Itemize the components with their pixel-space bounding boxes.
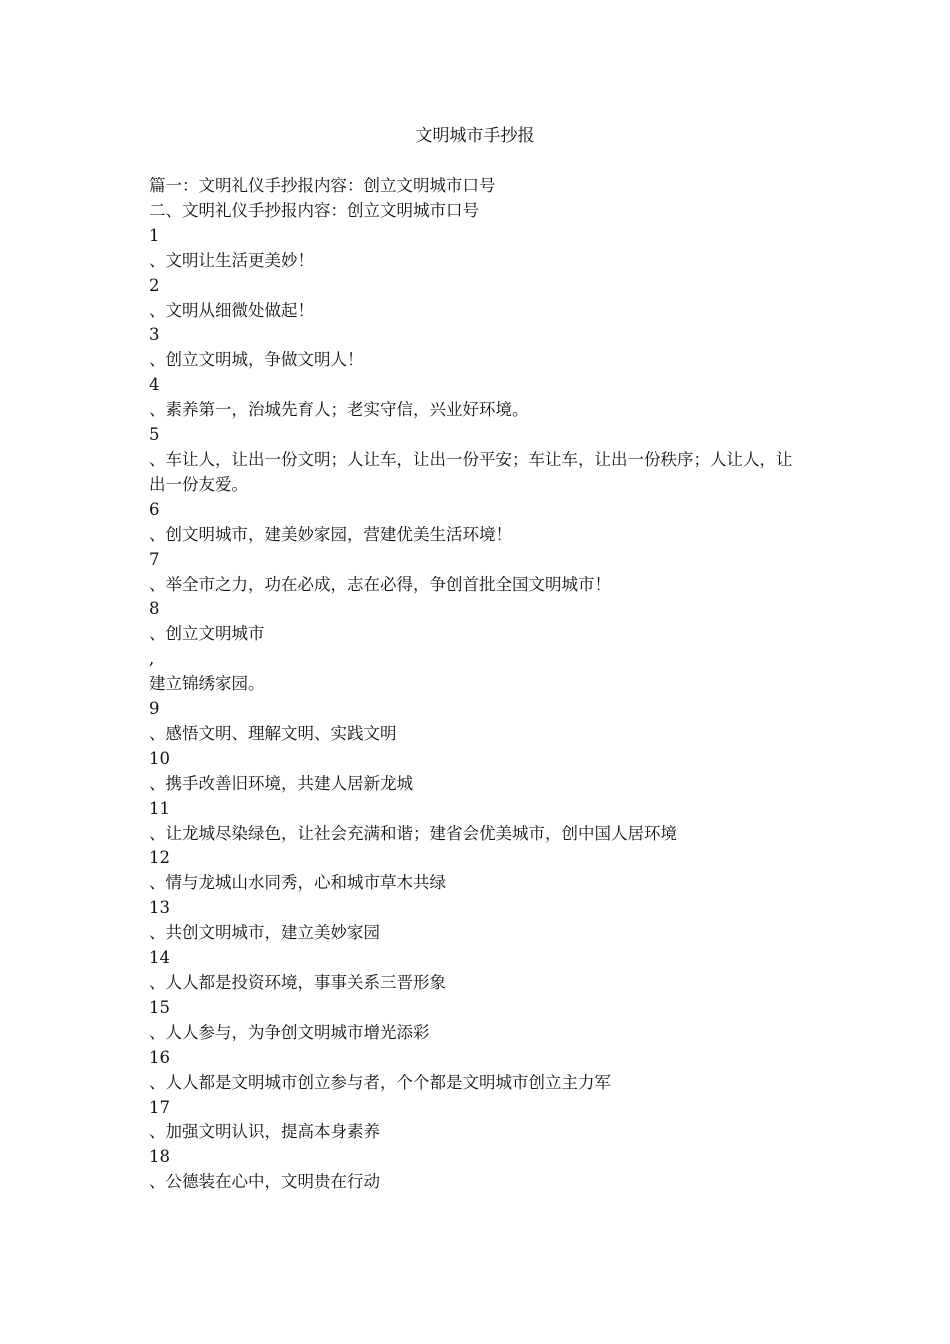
- text-line: 14: [149, 948, 170, 968]
- text-line: 12: [149, 848, 170, 868]
- text-line: 、创文明城市，建美妙家园，营建优美生活环境！: [149, 524, 512, 544]
- text-line: 1: [149, 225, 160, 245]
- text-line: 、人人都是文明城市创立参与者，个个都是文明城市创立主力军: [149, 1072, 611, 1092]
- document-body: [149, 174, 809, 1195]
- text-line: 8: [149, 599, 160, 619]
- text-line: 、创立文明城市: [149, 624, 265, 644]
- text-line: 18: [149, 1147, 170, 1167]
- text-line: 、人人参与，为争创文明城市增光添彩: [149, 1022, 430, 1042]
- text-line: 7: [149, 549, 160, 569]
- text-line: 6: [149, 499, 160, 519]
- text-line: 、让龙城尽染绿色，让社会充满和谐；建省会优美城市，创中国人居环境: [149, 823, 677, 843]
- text-line: 、感悟文明、理解文明、实践文明: [149, 723, 397, 743]
- text-line: 出一份友爱。: [149, 474, 248, 494]
- text-line: 3: [149, 325, 160, 345]
- text-line: 、携手改善旧环境，共建人居新龙城: [149, 773, 413, 793]
- text-line: 、公德装在心中，文明贵在行动: [149, 1172, 380, 1192]
- text-line: 17: [149, 1097, 170, 1117]
- text-line: 、共创文明城市，建立美妙家园: [149, 923, 380, 943]
- text-line: 、车让人，让出一份文明；人让车，让出一份平安；车让车，让出一份秩序；人让人，让: [149, 449, 793, 469]
- text-line: 9: [149, 699, 160, 719]
- text-line: 10: [149, 748, 170, 768]
- text-line: 、举全市之力，功在必成，志在必得，争创首批全国文明城市！: [149, 574, 611, 594]
- text-line: 11: [149, 798, 170, 818]
- text-line: 13: [149, 898, 170, 918]
- text-line: 16: [149, 1047, 170, 1067]
- text-line: ,: [149, 649, 155, 669]
- text-line: 、素养第一，治城先育人；老实守信，兴业好环境。: [149, 400, 529, 420]
- text-line: 建立锦绣家园。: [149, 674, 265, 694]
- text-line: 、加强文明认识，提高本身素养: [149, 1122, 380, 1142]
- text-line: 、情与龙城山水同秀，心和城市草木共绿: [149, 873, 446, 893]
- text-line: 、创立文明城，争做文明人！: [149, 350, 364, 370]
- text-line: 二、文明礼仪手抄报内容：创立文明城市口号: [149, 200, 479, 220]
- page-title: 文明城市手抄报: [415, 126, 535, 146]
- text-line: 2: [149, 275, 160, 295]
- text-line: 、文明让生活更美妙！: [149, 250, 314, 270]
- text-line: 篇一：文明礼仪手抄报内容：创立文明城市口号: [149, 176, 496, 195]
- text-line: 5: [149, 425, 160, 445]
- text-line: 4: [149, 375, 160, 395]
- text-line: 、文明从细微处做起！: [149, 300, 314, 320]
- text-line: 15: [149, 997, 170, 1017]
- text-line: 、人人都是投资环境，事事关系三晋形象: [149, 973, 446, 992]
